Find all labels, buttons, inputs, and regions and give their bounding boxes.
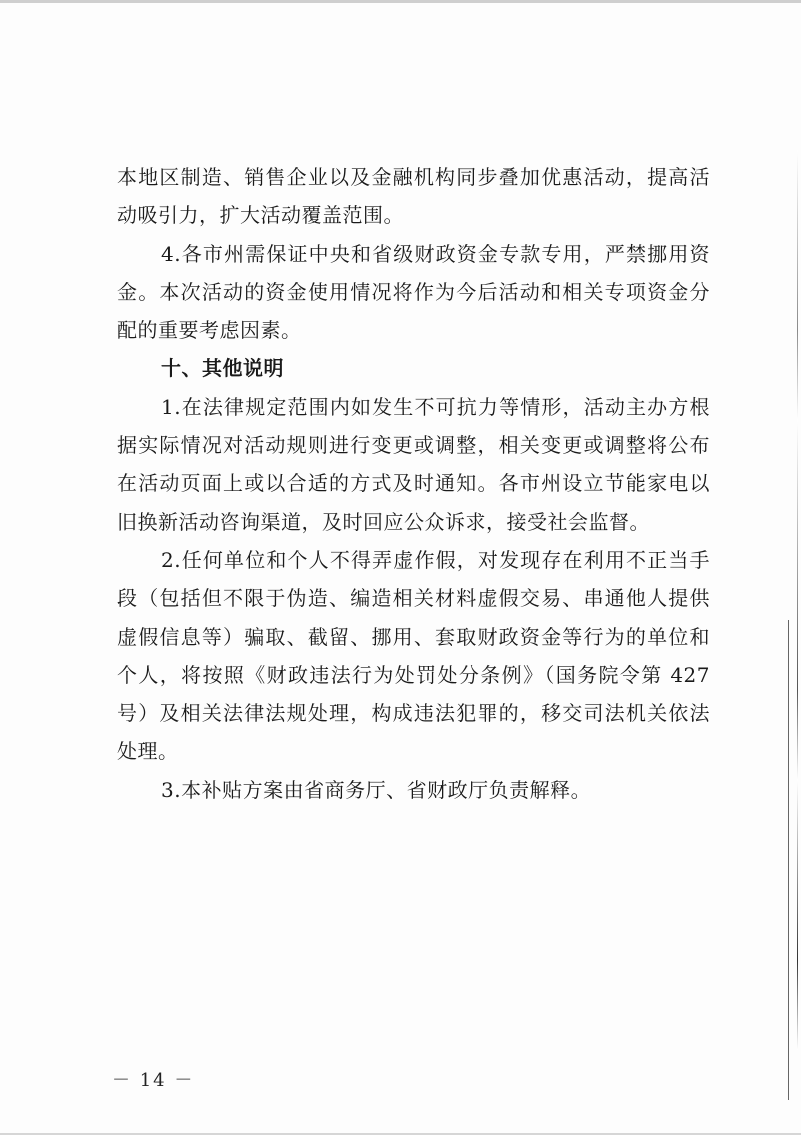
scan-edge-right [797,150,798,1050]
section-heading: 十、其他说明 [161,356,284,381]
text-line: 4.各市州需保证中央和省级财政资金专款专用，严禁挪用资 [161,241,710,266]
text-line: 个人，将按照《财政违法行为处罚处分条例》（国务院令第 427 [117,662,710,687]
text-line: 虚假信息等）骗取、截留、挪用、套取财政资金等行为的单位和 [117,624,710,649]
scan-edge-top [0,0,801,3]
page-number: － 14 － [112,1070,195,1091]
text-line: 据实际情况对活动规则进行变更或调整，相关变更或调整将公布 [117,433,710,458]
text-line: 本地区制造、销售企业以及金融机构同步叠加优惠活动，提高活 [117,165,710,189]
text-line: 段（包括但不限于伪造、编造相关材料虚假交易、串通他人提供 [117,586,710,611]
text-line: 号）及相关法律法规处理，构成违法犯罪的，移交司法机关依法 [117,701,710,726]
text-line: 3.本补贴方案由省商务厅、省财政厅负责解释。 [161,777,592,802]
scan-edge-right-inner [788,620,789,1100]
text-line: 1.在法律规定范围内如发生不可抗力等情形，活动主办方根 [161,394,710,419]
text-line: 配的重要考虑因素。 [117,318,302,343]
text-line: 2.任何单位和个人不得弄虚作假，对发现存在利用不正当手 [161,547,710,572]
text-line: 在活动页面上或以合适的方式及时通知。各市州设立节能家电以 [117,471,710,496]
text-line: 动吸引力，扩大活动覆盖范围。 [117,203,404,228]
text-line: 处理。 [117,739,179,764]
text-line: 金。本次活动的资金使用情况将作为今后活动和相关专项资金分 [117,279,710,304]
text-line: 旧换新活动咨询渠道，及时回应公众诉求，接受社会监督。 [117,509,650,534]
document-body [117,158,710,809]
